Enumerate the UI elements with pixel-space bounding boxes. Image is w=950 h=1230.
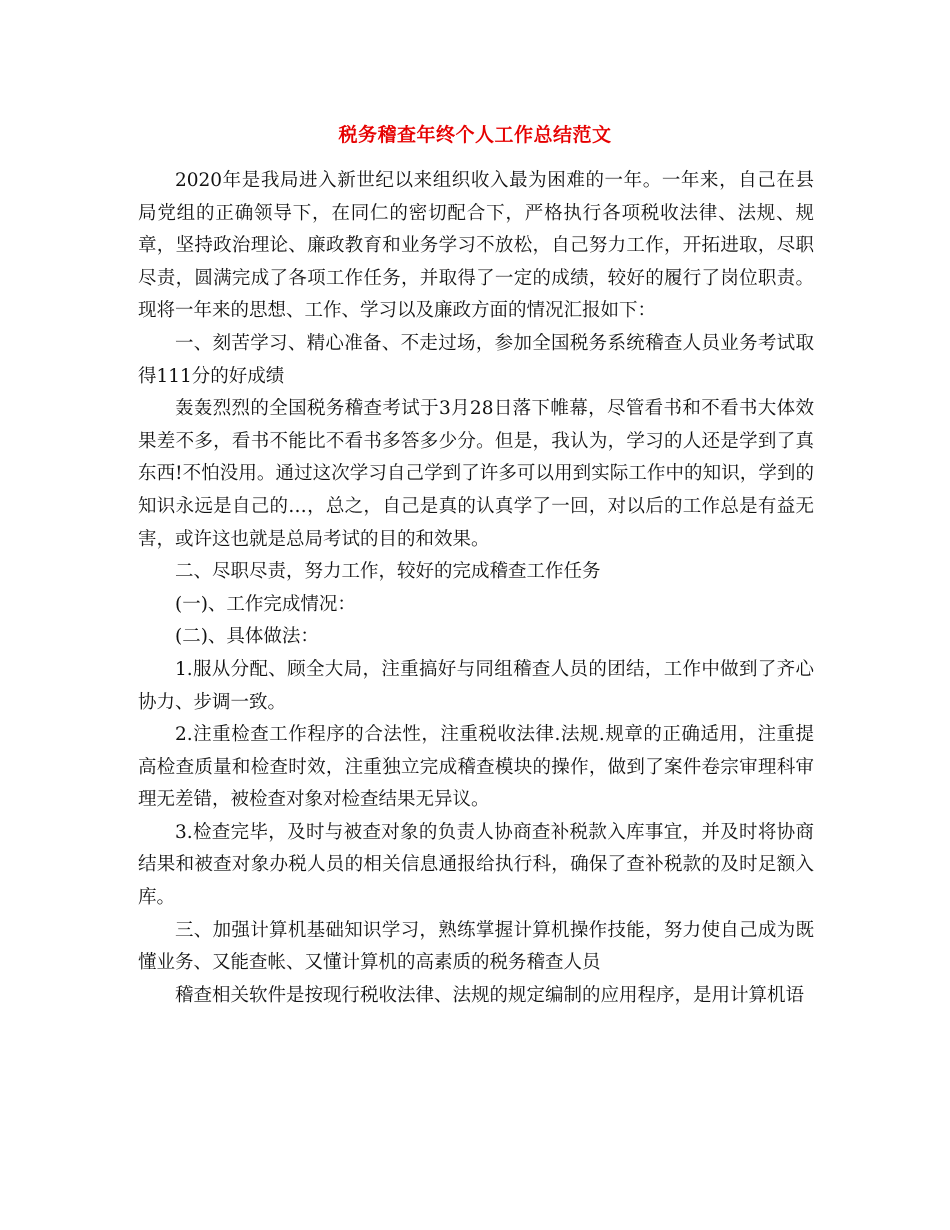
subheading-methods: (二)、具体做法： <box>175 626 319 648</box>
document-body <box>138 165 814 1012</box>
paragraph-exam: 轰轰烈烈的全国税务稽查考试于3月28日落下帷幕，尽管看书和不看书大体效果差不多，看书不能比不看书多答多少分。但是，我认为，学习的人还是学到了真东西!不怕没用。通过这次学习自己学到了许多可以用到实际工作中的知识，学到的知识永远是自己的…，总之，自己是真的认真学了一回，对以后的工作总是有益无害，或许这也就是总局考试的目的和效果。 <box>138 398 814 550</box>
subheading-work-status: (一)、工作完成情况： <box>175 593 356 615</box>
paragraph-software: 稽查相关软件是按现行税收法律、法规的规定编制的应用程序，是用计算机语 <box>175 984 805 1006</box>
section-heading-3: 三、加强计算机基础知识学习，熟练掌握计算机操作技能，努力使自己成为既懂业务、又能查帐、又懂计算机的高素质的税务稽查人员 <box>138 919 814 974</box>
section-heading-2: 二、尽职尽责，努力工作，较好的完成稽查工作任务 <box>175 561 601 583</box>
section-heading-1: 一、刻苦学习、精心准备、不走过场，参加全国税务系统稽查人员业务考试取得111分的好成绩 <box>138 332 814 387</box>
list-item-2: 2.注重检查工作程序的合法性，注重税收法律.法规.规章的正确适用，注重提高检查质量和检查时效，注重独立完成稽查模块的操作，做到了案件卷宗审理科审理无差错，被检查对象对检查结果无异议。 <box>138 724 814 811</box>
list-item-3: 3.检查完毕，及时与被查对象的负责人协商查补税款入库事宜，并及时将协商结果和被查对象办税人员的相关信息通报给执行科，确保了查补税款的及时足额入库。 <box>138 821 814 909</box>
list-item-1: 1.服从分配、顾全大局，注重搞好与同组稽查人员的团结，工作中做到了齐心协力、步调一致。 <box>138 658 814 713</box>
paragraph-intro: 2020年是我局进入新世纪以来组织收入最为困难的一年。一年来，自己在县局党组的正确领导下，在同仁的密切配合下，严格执行各项税收法律、法规、规章，坚持政治理论、廉政教育和业务学习不放松，自己努力工作，开拓进取，尽职尽责，圆满完成了各项工作任务，并取得了一定的成绩，较好的履行了岗位职责。现将一年来的思想、工作、学习以及廉政方面的情况汇报如下： <box>138 170 814 322</box>
document-title: 税务稽查年终个人工作总结范文 <box>338 124 612 146</box>
